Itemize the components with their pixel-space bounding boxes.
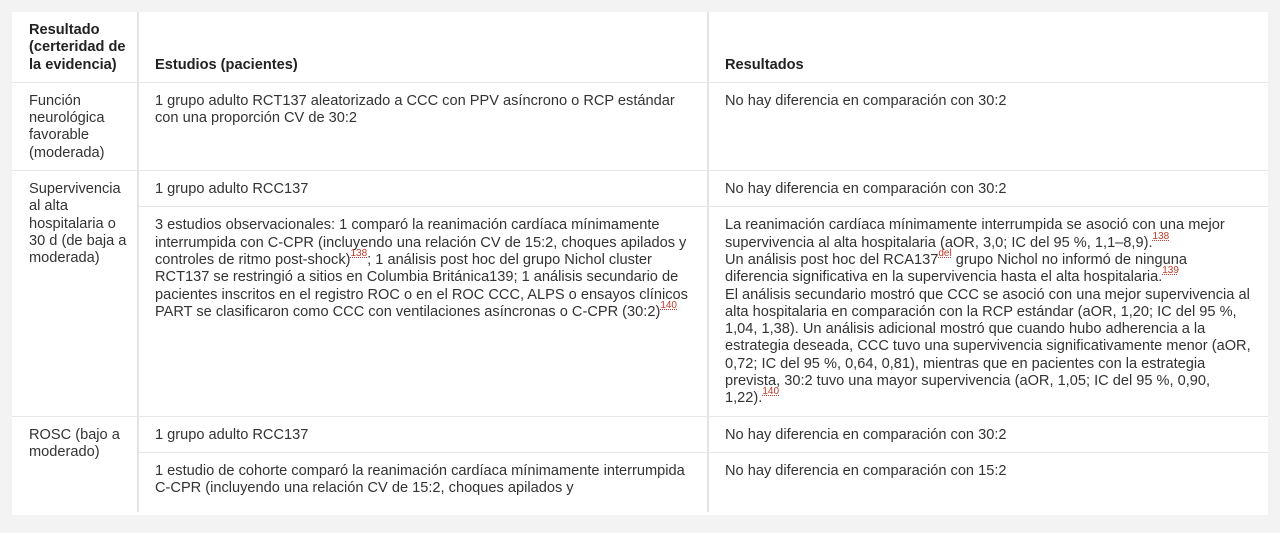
studies-cell: 1 grupo adulto RCC137: [138, 171, 708, 207]
citation-link[interactable]: del: [938, 248, 952, 260]
evidence-table-container: [12, 12, 1268, 515]
results-cell: No hay diferencia en comparación con 15:2: [708, 452, 1268, 512]
results-cell: No hay diferencia en comparación con 30:2: [708, 416, 1268, 452]
results-cell: [708, 207, 1268, 416]
studies-cell: 1 grupo adulto RCT137 aleatorizado a CCC con PPV asíncrono o RCP estándar con una proporción CV de 30:2: [138, 82, 708, 170]
studies-text: 3 estudios observacionales: 1 comparó la reanimación cardíaca mínimamente interrumpida con C-CPR (incluyendo una relación CV de 15:2, choques apilados y controles de ritmo post-shock): [155, 217, 687, 268]
table-row: [12, 82, 1268, 170]
citation-link[interactable]: 140: [762, 386, 780, 398]
header-studies: Estudios (pacientes): [138, 12, 708, 82]
table-row: [12, 171, 1268, 207]
studies-cell: 1 estudio de cohorte comparó la reanimación cardíaca mínimamente interrumpida C-CPR (incluyendo una relación CV de 15:2, choques apilados y: [138, 452, 708, 512]
results-text: grupo Nichol no informó de ninguna diferencia significativa en la supervivencia hasta el alta hospitalaria.: [725, 251, 1187, 286]
table-row: [12, 416, 1268, 452]
table-row: [12, 452, 1268, 512]
citation-link[interactable]: 139: [1162, 265, 1179, 277]
header-outcome: Resultado (certeridad de la evidencia): [12, 12, 138, 82]
outcome-cell: Supervivencia al alta hospitalaria o 30 d (de baja a moderada): [12, 171, 138, 417]
studies-text: ; 1 análisis post hoc del grupo Nichol cluster RCT137 se restringió a sitios en Columbia Británica139; 1 análisis secundario de pacientes inscritos en el registro ROC o en el ROC CCC, ALPS o ensayos clínicos PART se clasificaron como CCC con ventilaciones asíncronas o C-CPR (30:2): [155, 251, 688, 320]
results-text: Un análisis post hoc del RCA137: [725, 251, 939, 268]
results-paragraph: [725, 287, 1254, 408]
results-cell: No hay diferencia en comparación con 30:2: [708, 171, 1268, 207]
citation-link[interactable]: 138: [1152, 230, 1170, 242]
outcome-cell: ROSC (bajo a moderado): [29, 426, 120, 460]
results-text: El análisis secundario mostró que CCC se asoció con una mejor supervivencia al alta hospitalaria en comparación con la RCP estándar (aOR, 1,20; IC del 95 %, 1,04, 1,38). Un análisis adicional mostró que cuando hubo adherencia a la estrategia deseada, CCC tuvo una supervivencia significativamente menor (aOR, 0,72; IC del 95 %, 0,64, 0,81), mientras que en pacientes con la estrategia prevista, 30:2 tuvo una mayor supervivencia (aOR, 1,05; IC del 95 %, 0,90, 1,22).: [725, 286, 1251, 407]
results-cell: No hay diferencia en comparación con 30:2: [708, 82, 1268, 170]
outcome-cell: Función neurológica favorable (moderada): [12, 82, 138, 170]
citation-link[interactable]: 140: [660, 300, 677, 311]
table-row: [12, 207, 1268, 416]
citation-link[interactable]: 138: [350, 248, 368, 260]
studies-cell: [138, 207, 708, 416]
results-text: La reanimación cardíaca mínimamente interrumpida se asoció con una mejor supervivencia al alta hospitalaria (aOR, 3,0; IC del 95 %, 1,1–8,9).: [725, 217, 1225, 251]
evidence-table: [12, 12, 1268, 512]
results-paragraph: [725, 217, 1254, 252]
table-header-row: [12, 12, 1268, 82]
results-paragraph: [725, 248, 1254, 287]
header-results: Resultados: [708, 12, 1268, 82]
studies-cell: 1 grupo adulto RCC137: [138, 416, 708, 452]
